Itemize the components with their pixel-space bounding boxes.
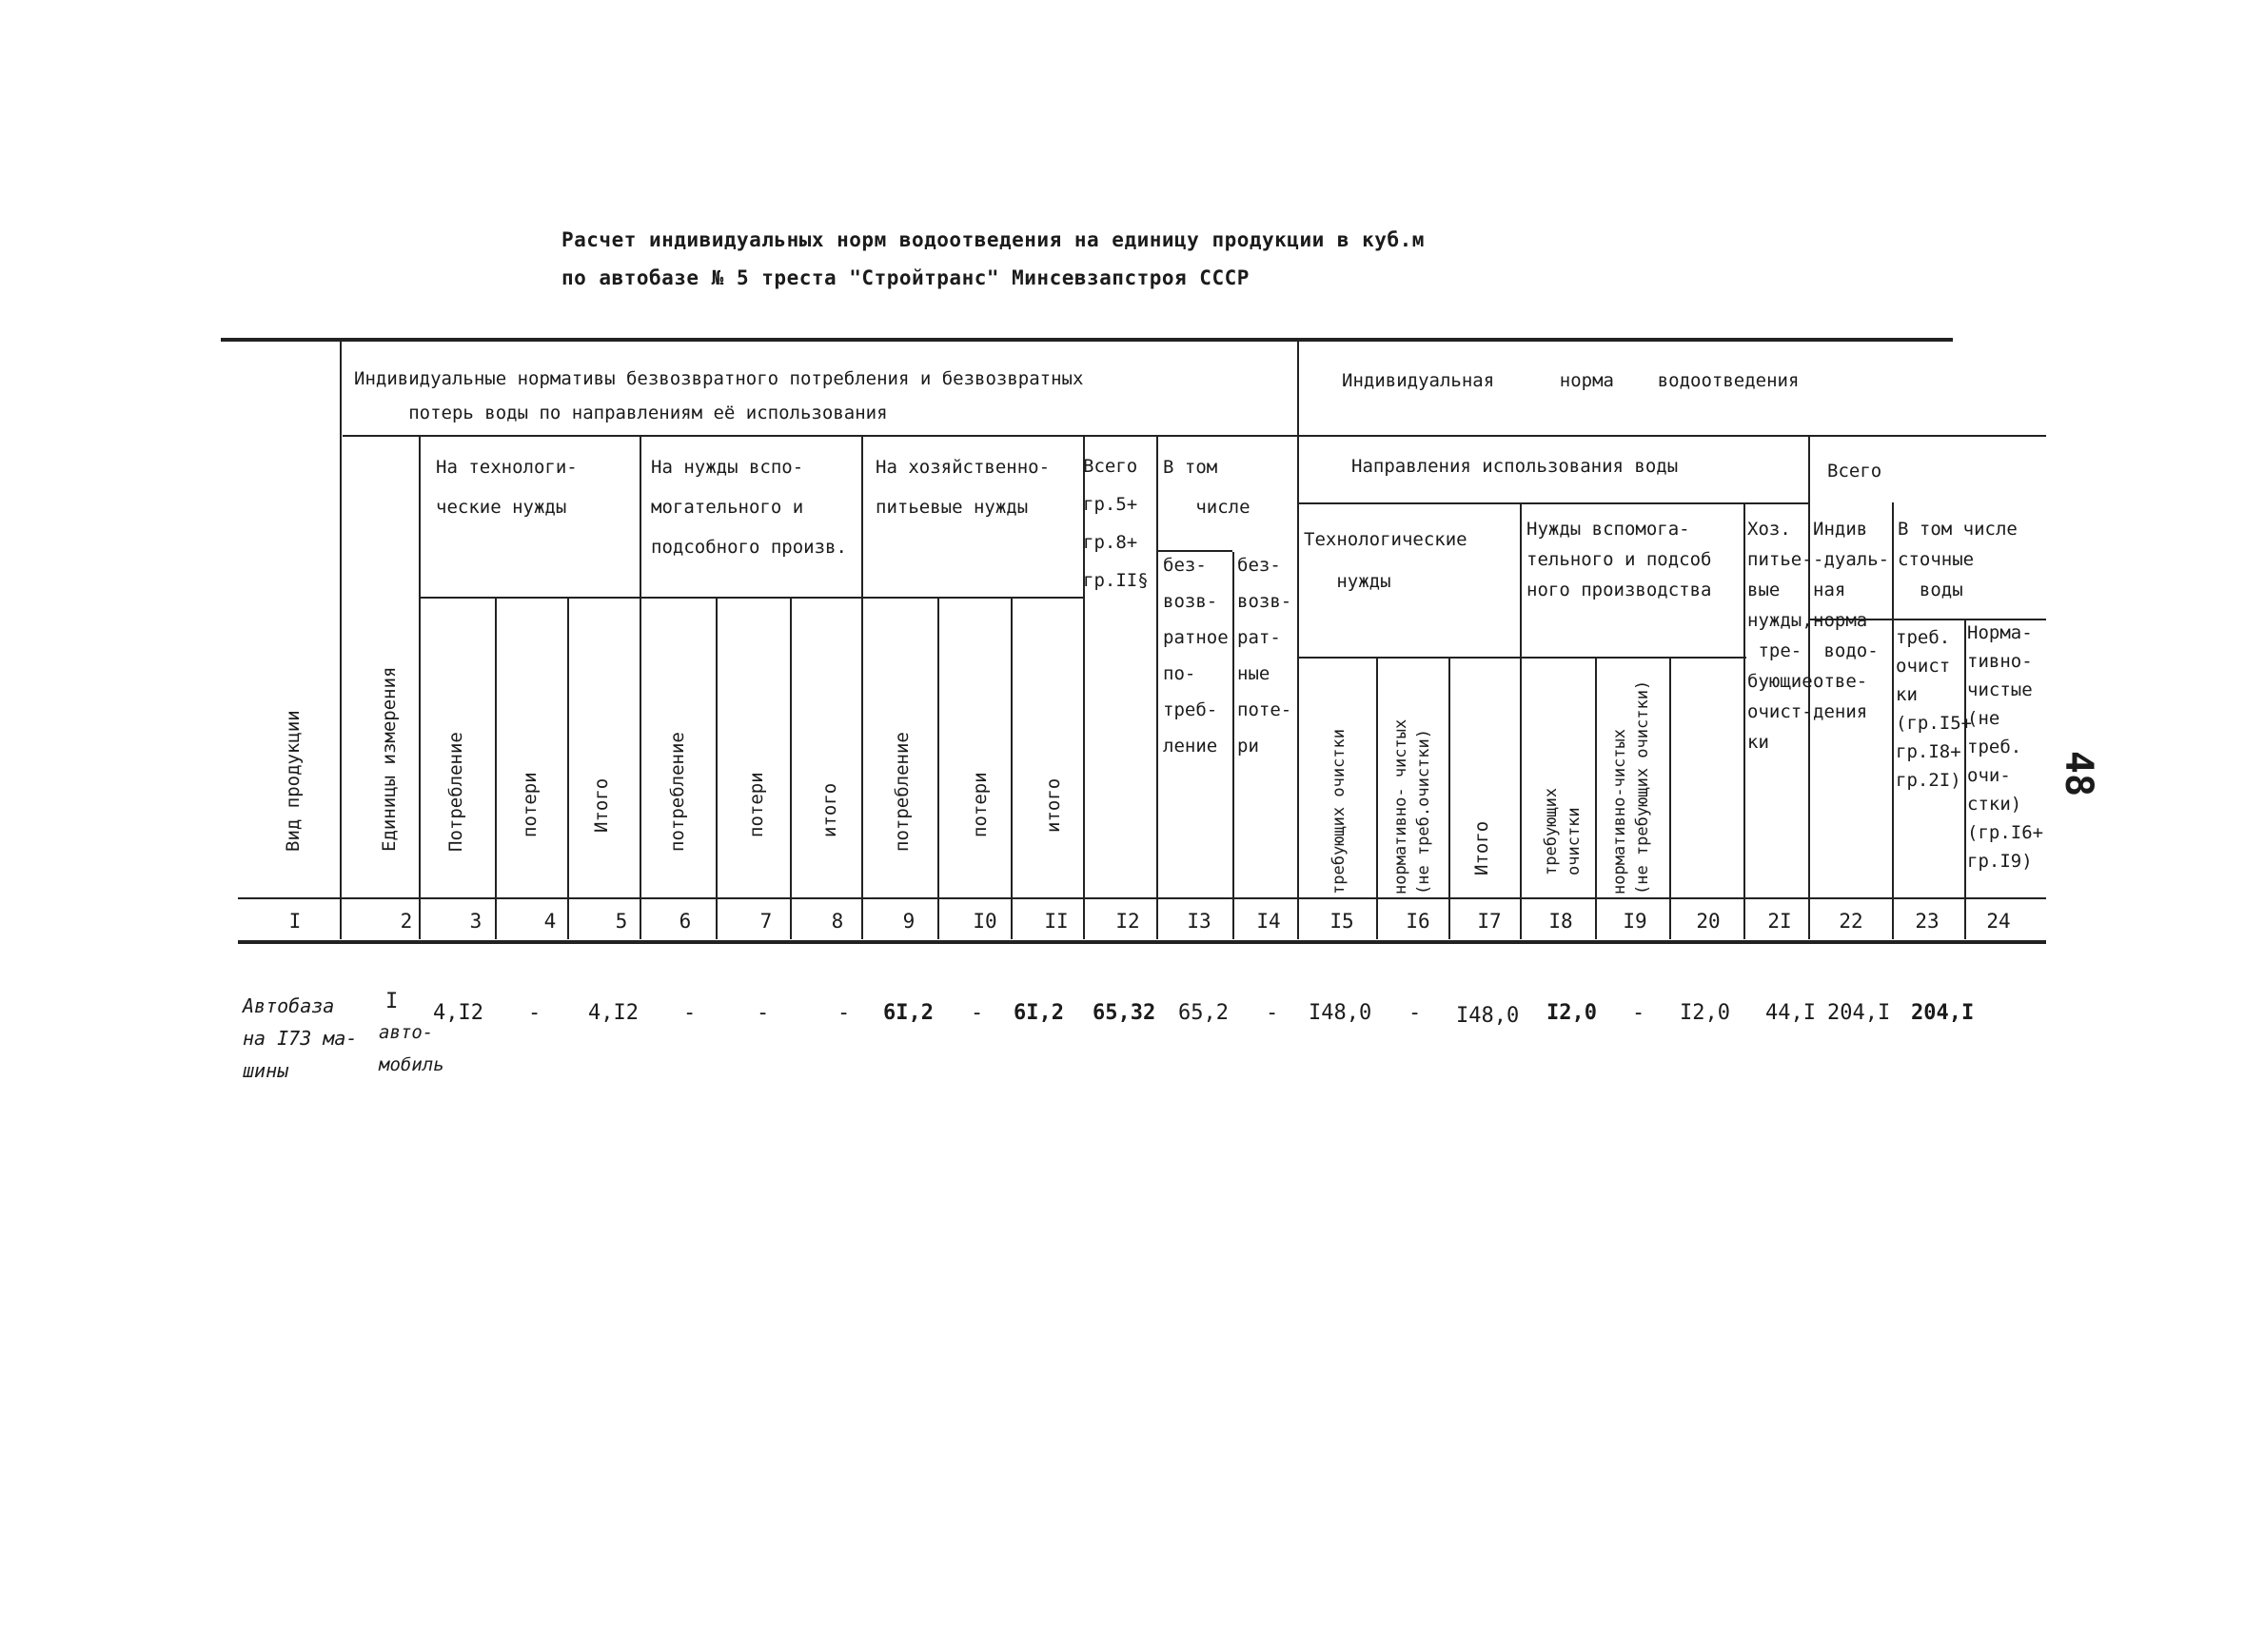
header-tech-right: Технологические нужды <box>1304 529 1467 592</box>
col-num: 8 <box>831 910 844 933</box>
header-v-tom-chisle: В том числе <box>1163 457 1251 518</box>
cell-col14: - <box>1266 1001 1279 1025</box>
header-col5-itogo: Итого <box>591 777 612 833</box>
header-col23-treb: треб. очист ки (гр.I5+ гр.I8+ гр.2I) <box>1896 627 1973 791</box>
header-hoz-pit: Хоз. питье- вые нужды, тре- бующие очист- ки <box>1747 519 1813 753</box>
header-col4-poteri: потери <box>520 772 541 837</box>
col-num: 23 <box>1915 910 1940 933</box>
cell-col12: 65,32 <box>1093 1001 1156 1025</box>
col-num: 20 <box>1696 910 1721 933</box>
col-num: 2 <box>400 910 413 933</box>
header-col9-potreblenie: потребление <box>892 732 913 852</box>
cell-col6: - <box>683 1001 697 1025</box>
row-unit-number: I <box>385 990 399 1013</box>
header-col8-itogo: итого <box>819 782 840 837</box>
header-vid-produkcii: Вид продукции <box>283 710 304 852</box>
col-num: I3 <box>1187 910 1211 933</box>
header-aux-needs: На нужды вспо- могательного и подсобного произв. <box>651 457 847 558</box>
col-num: I5 <box>1329 910 1354 933</box>
header-col19-normativno: нормативно-чистых (не требующих очистки) <box>1610 679 1652 895</box>
cell-col11: 6I,2 <box>1014 1001 1064 1025</box>
header-col10-poteri: потери <box>970 772 991 837</box>
col-num: I0 <box>973 910 997 933</box>
header-col7-poteri: потери <box>746 772 767 837</box>
col-num: I8 <box>1548 910 1573 933</box>
header-napravleniya: Направления использования воды <box>1351 456 1679 477</box>
header-col3-potreblenie: Потребление <box>445 732 466 852</box>
cell-col20: I2,0 <box>1680 1001 1730 1025</box>
cell-col9: 6I,2 <box>883 1001 934 1025</box>
col-num: 9 <box>902 910 916 933</box>
header-group-left: Индивидуальные нормативы безвозвратного потребления и безвозвратных потерь воды по направлениям её использования <box>354 368 1084 423</box>
header-col15-treb: требующих очистки <box>1329 729 1349 895</box>
header-edinicy: Единицы измерения <box>379 666 400 852</box>
header-vsego-left: Всего гр.5+ гр.8+ гр.II§ <box>1083 456 1149 591</box>
header-bezvoz-potreb: без- возв- ратное по- треб- ление <box>1163 555 1229 757</box>
header-col18-treb: требующих очистки <box>1542 787 1584 875</box>
col-num: I4 <box>1256 910 1281 933</box>
col-num: 3 <box>469 910 482 933</box>
header-house-needs: На хозяйственно- питьевые нужды <box>876 457 1051 518</box>
header-tech-needs: На технологи- ческие нужды <box>436 457 578 518</box>
col-num: I9 <box>1623 910 1647 933</box>
cell-col19: - <box>1632 1001 1645 1025</box>
header-v-tom-chisle-stoch: В том числе сточные воды <box>1898 519 2018 600</box>
header-bezvoz-poteri: без- возв- рат- ные поте- ри <box>1237 555 1292 757</box>
cell-col21: 44,I <box>1765 1001 1816 1025</box>
col-num: 6 <box>679 910 692 933</box>
header-group-right: Индивидуальная норма водоотведения <box>1342 370 1800 391</box>
cell-col8: - <box>837 1001 851 1025</box>
header-col11-itogo: итого <box>1043 777 1064 833</box>
cell-col18: I2,0 <box>1546 1001 1597 1025</box>
document-title: Расчет индивидуальных норм водоотведения на единицу продукции в куб.м <box>561 228 1425 251</box>
col-num: 22 <box>1839 910 1863 933</box>
cell-col15: I48,0 <box>1309 1001 1372 1025</box>
cell-col5: 4,I2 <box>588 1001 639 1025</box>
header-aux-right: Нужды вспомога- тельного и подсоб ного производства <box>1526 519 1712 600</box>
cell-col7: - <box>757 1001 770 1025</box>
cell-col4: - <box>528 1001 542 1025</box>
col-num: 7 <box>759 910 773 933</box>
header-vsego-right: Всего <box>1827 461 1882 482</box>
cell-col10: - <box>971 1001 984 1025</box>
row-unit-text: авто- мобиль <box>379 1022 444 1075</box>
row-product: Автобаза на I73 ма- шины <box>243 994 358 1082</box>
cell-col17: I48,0 <box>1456 1004 1520 1028</box>
header-individ-norma: Индив -дуаль- ная норма водо- отве- дения <box>1813 519 1890 722</box>
col-num: I7 <box>1477 910 1502 933</box>
cell-col23: 204,I <box>1911 1001 1975 1025</box>
cell-col22: 204,I <box>1827 1001 1891 1025</box>
header-col17-itogo: Итого <box>1471 820 1492 875</box>
header-col24-normativno: Норма- тивно- чистые (не треб. очи- стки) (гр.I6+ гр.I9) <box>1967 622 2044 872</box>
col-num: I <box>288 910 302 933</box>
col-num: 2I <box>1767 910 1792 933</box>
col-num: II <box>1044 910 1069 933</box>
header-col6-potreblenie: потребление <box>667 732 688 852</box>
page-number: 48 <box>2057 750 2101 797</box>
cell-col3: 4,I2 <box>433 1001 483 1025</box>
col-num: 5 <box>615 910 628 933</box>
document-subtitle: по автобазе № 5 треста "Стройтранс" Минсевзапстроя СССР <box>561 266 1250 289</box>
cell-col16: - <box>1408 1001 1422 1025</box>
cell-col13: 65,2 <box>1178 1001 1229 1025</box>
col-num: I2 <box>1115 910 1140 933</box>
header-col16-normativno: нормативно- чистых (не треб.очистки) <box>1391 718 1433 895</box>
col-num: 24 <box>1986 910 2011 933</box>
col-num: 4 <box>543 910 557 933</box>
col-num: I6 <box>1406 910 1430 933</box>
